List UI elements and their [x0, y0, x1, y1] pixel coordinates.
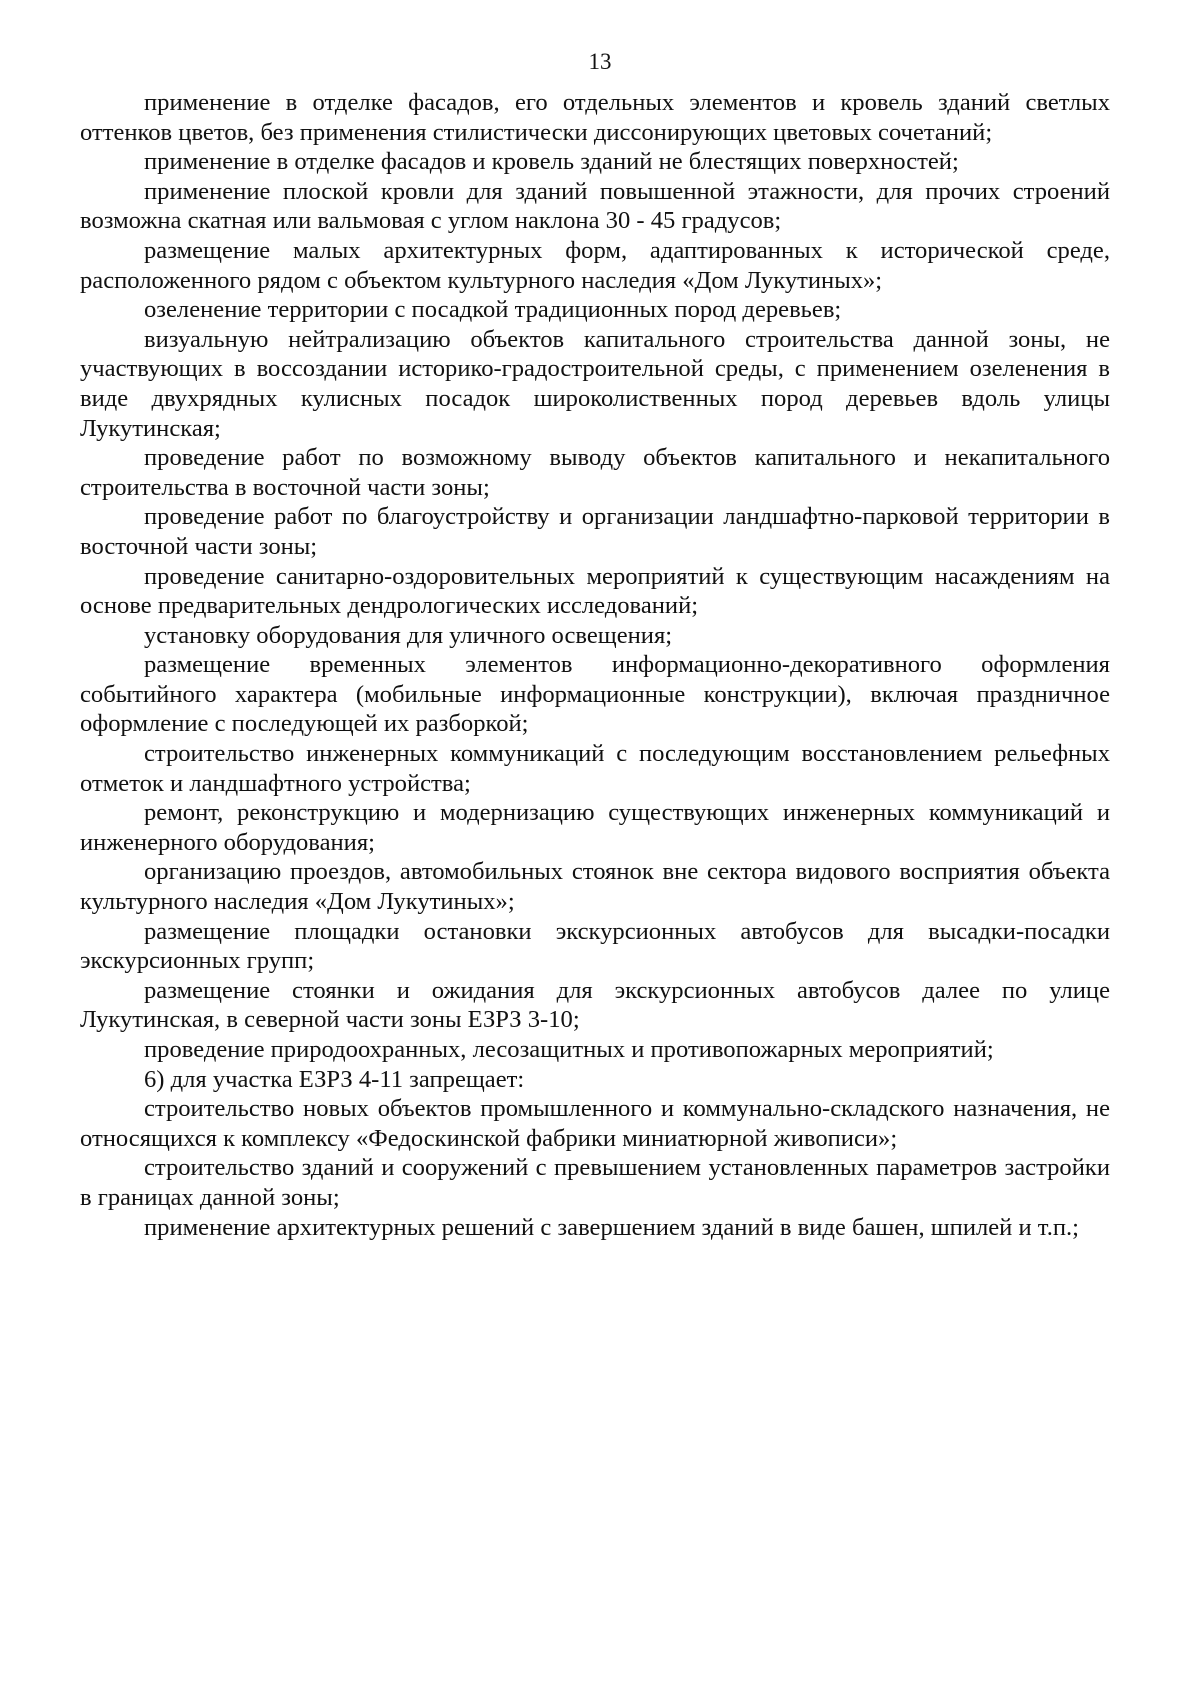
paragraph: размещение площадки остановки экскурсионных автобусов для высадки-посадки экскурсионных групп; — [80, 917, 1110, 975]
paragraph: проведение природоохранных, лесозащитных и противопожарных мероприятий; — [144, 1036, 994, 1063]
paragraph: визуальную нейтрализацию объектов капитального строительства данной зоны, не участвующих в воссоздании историко-градостроительной среды, с применением озеленения в виде двухрядных кулисных посадок широколиственных пород деревьев вдоль улицы Лукутинская; — [80, 325, 1110, 442]
paragraph: озеленение территории с посадкой традиционных пород деревьев; — [144, 296, 842, 324]
paragraph: строительство новых объектов промышленного и коммунально-складского назначения, не относящихся к комплексу «Федоскинской фабрики миниатюрной живописи»; — [80, 1095, 1110, 1152]
paragraph: применение плоской кровли для зданий повышенной этажности, для прочих строений возможна скатная или вальмовая с углом наклона 30 - 45 градусов; — [80, 177, 1110, 235]
paragraph: проведение работ по благоустройству и организации ландшафтно-парковой территории в восточной части зоны; — [80, 503, 1110, 560]
paragraph: размещение стоянки и ожидания для экскурсионных автобусов далее по улице Лукутинская, в северной части зоны ЕЗРЗ 3-10; — [80, 976, 1110, 1034]
paragraph: применение в отделке фасадов и кровель зданий не блестящих поверхностей; — [144, 148, 959, 176]
paragraph: 6) для участка ЕЗРЗ 4-11 запрещает: — [144, 1065, 525, 1093]
page-number: 13 — [588, 49, 612, 74]
paragraph: строительство зданий и сооружений с превышением установленных параметров застройки в границах данной зоны; — [80, 1154, 1110, 1211]
paragraph: ремонт, реконструкцию и модернизацию существующих инженерных коммуникаций и инженерного оборудования; — [80, 799, 1110, 856]
paragraph: проведение санитарно-оздоровительных мероприятий к существующим насаждениям на основе предварительных дендрологических исследований; — [80, 562, 1110, 620]
paragraph: установку оборудования для уличного освещения; — [144, 621, 673, 649]
paragraph: строительство инженерных коммуникаций с последующим восстановлением рельефных отметок и ландшафтного устройства; — [80, 740, 1110, 797]
body-text — [80, 88, 1110, 1242]
paragraph: применение архитектурных решений с завершением зданий в виде башен, шпилей и т.п.; — [144, 1213, 1079, 1241]
paragraph: размещение временных элементов информационно-декоративного оформления событийного характера (мобильные информационные конструкции), включая праздничное оформление с последующей их разборкой; — [80, 651, 1110, 738]
paragraph: применение в отделке фасадов, его отдельных элементов и кровель зданий светлых оттенков цветов, без применения стилистически диссонирующих цветовых сочетаний; — [80, 89, 1110, 146]
paragraph: размещение малых архитектурных форм, адаптированных к исторической среде, расположенного рядом с объектом культурного наследия «Дом Лукутиных»; — [80, 236, 1110, 294]
paragraph: проведение работ по возможному выводу объектов капитального и некапитального строительства в восточной части зоны; — [80, 444, 1110, 501]
paragraph: организацию проездов, автомобильных стоянок вне сектора видового восприятия объекта культурного наследия «Дом Лукутиных»; — [80, 858, 1110, 916]
